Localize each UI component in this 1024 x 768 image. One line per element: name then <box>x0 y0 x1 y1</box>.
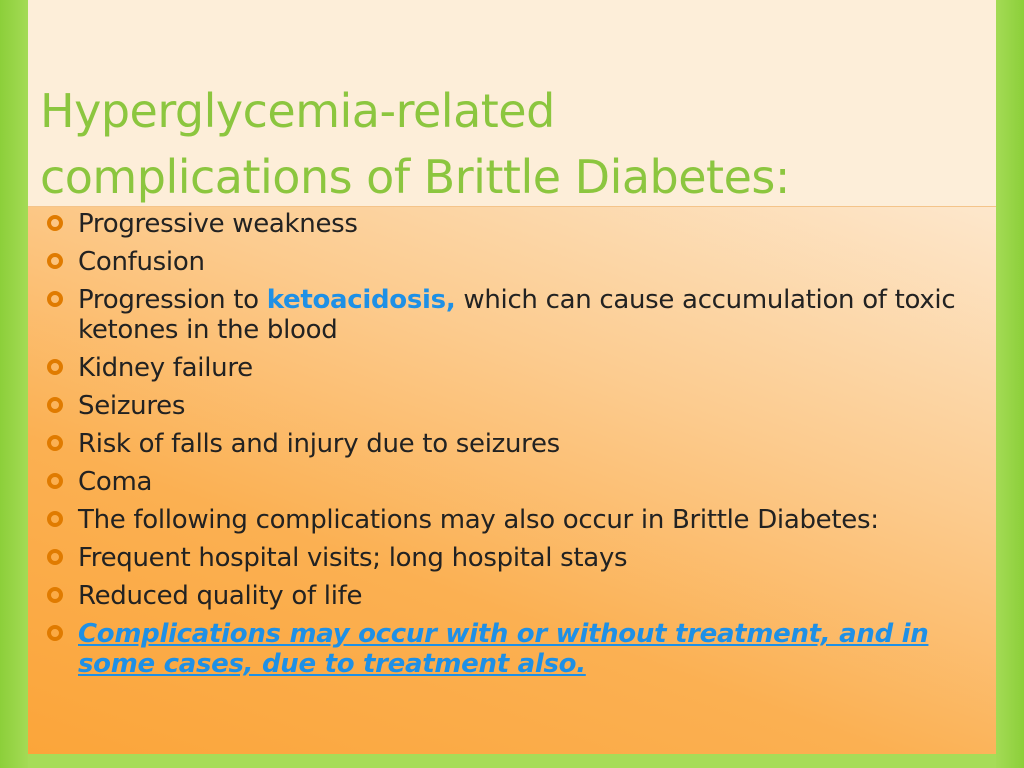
list-item-text: Risk of falls and injury due to seizures <box>78 429 560 459</box>
circle-bullet-icon <box>46 214 64 232</box>
circle-bullet-icon <box>46 548 64 566</box>
content-area <box>28 206 996 755</box>
list-item-text: Coma <box>78 467 153 497</box>
list-item <box>46 285 981 345</box>
list-item <box>46 429 981 459</box>
circle-bullet-icon <box>46 510 64 528</box>
list-item <box>46 619 981 679</box>
circle-bullet-icon <box>46 586 64 604</box>
list-item <box>46 247 981 277</box>
list-item-text: Progressive weakness <box>78 209 358 239</box>
bottom-strip <box>28 754 996 768</box>
list-item <box>46 467 981 497</box>
list-item <box>46 581 981 611</box>
circle-bullet-icon <box>46 290 64 308</box>
circle-bullet-icon <box>46 434 64 452</box>
list-item-text: Reduced quality of life <box>78 581 363 611</box>
list-item-text: Kidney failure <box>78 353 253 383</box>
title-area <box>28 0 996 206</box>
list-item-text: Seizures <box>78 391 186 421</box>
circle-bullet-icon <box>46 472 64 490</box>
list-item <box>46 391 981 421</box>
list-item-text: Confusion <box>78 247 205 277</box>
ketoacidosis-highlight: ketoacidosis, <box>266 285 456 315</box>
circle-bullet-icon <box>46 252 64 270</box>
bullet-list <box>46 209 981 687</box>
list-item <box>46 209 981 239</box>
list-item-text: Frequent hospital visits; long hospital stays <box>78 543 628 573</box>
list-item <box>46 505 981 535</box>
list-item-text: The following complications may also occur in Brittle Diabetes: <box>78 505 879 535</box>
list-item-text-suffix: which can cause accumulation of toxic ketones in the blood <box>78 285 956 345</box>
list-item-text-prefix: Progression to <box>78 285 267 315</box>
list-item <box>46 543 981 573</box>
circle-bullet-icon <box>46 396 64 414</box>
slide-title: Hyperglycemia-related complications of Brittle Diabetes: <box>40 84 790 204</box>
circle-bullet-icon <box>46 358 64 376</box>
slide <box>28 0 996 768</box>
circle-bullet-icon <box>46 624 64 642</box>
treatment-note-link[interactable]: Complications may occur with or without treatment, and in some cases, due to treatment also. <box>78 619 929 679</box>
list-item <box>46 353 981 383</box>
